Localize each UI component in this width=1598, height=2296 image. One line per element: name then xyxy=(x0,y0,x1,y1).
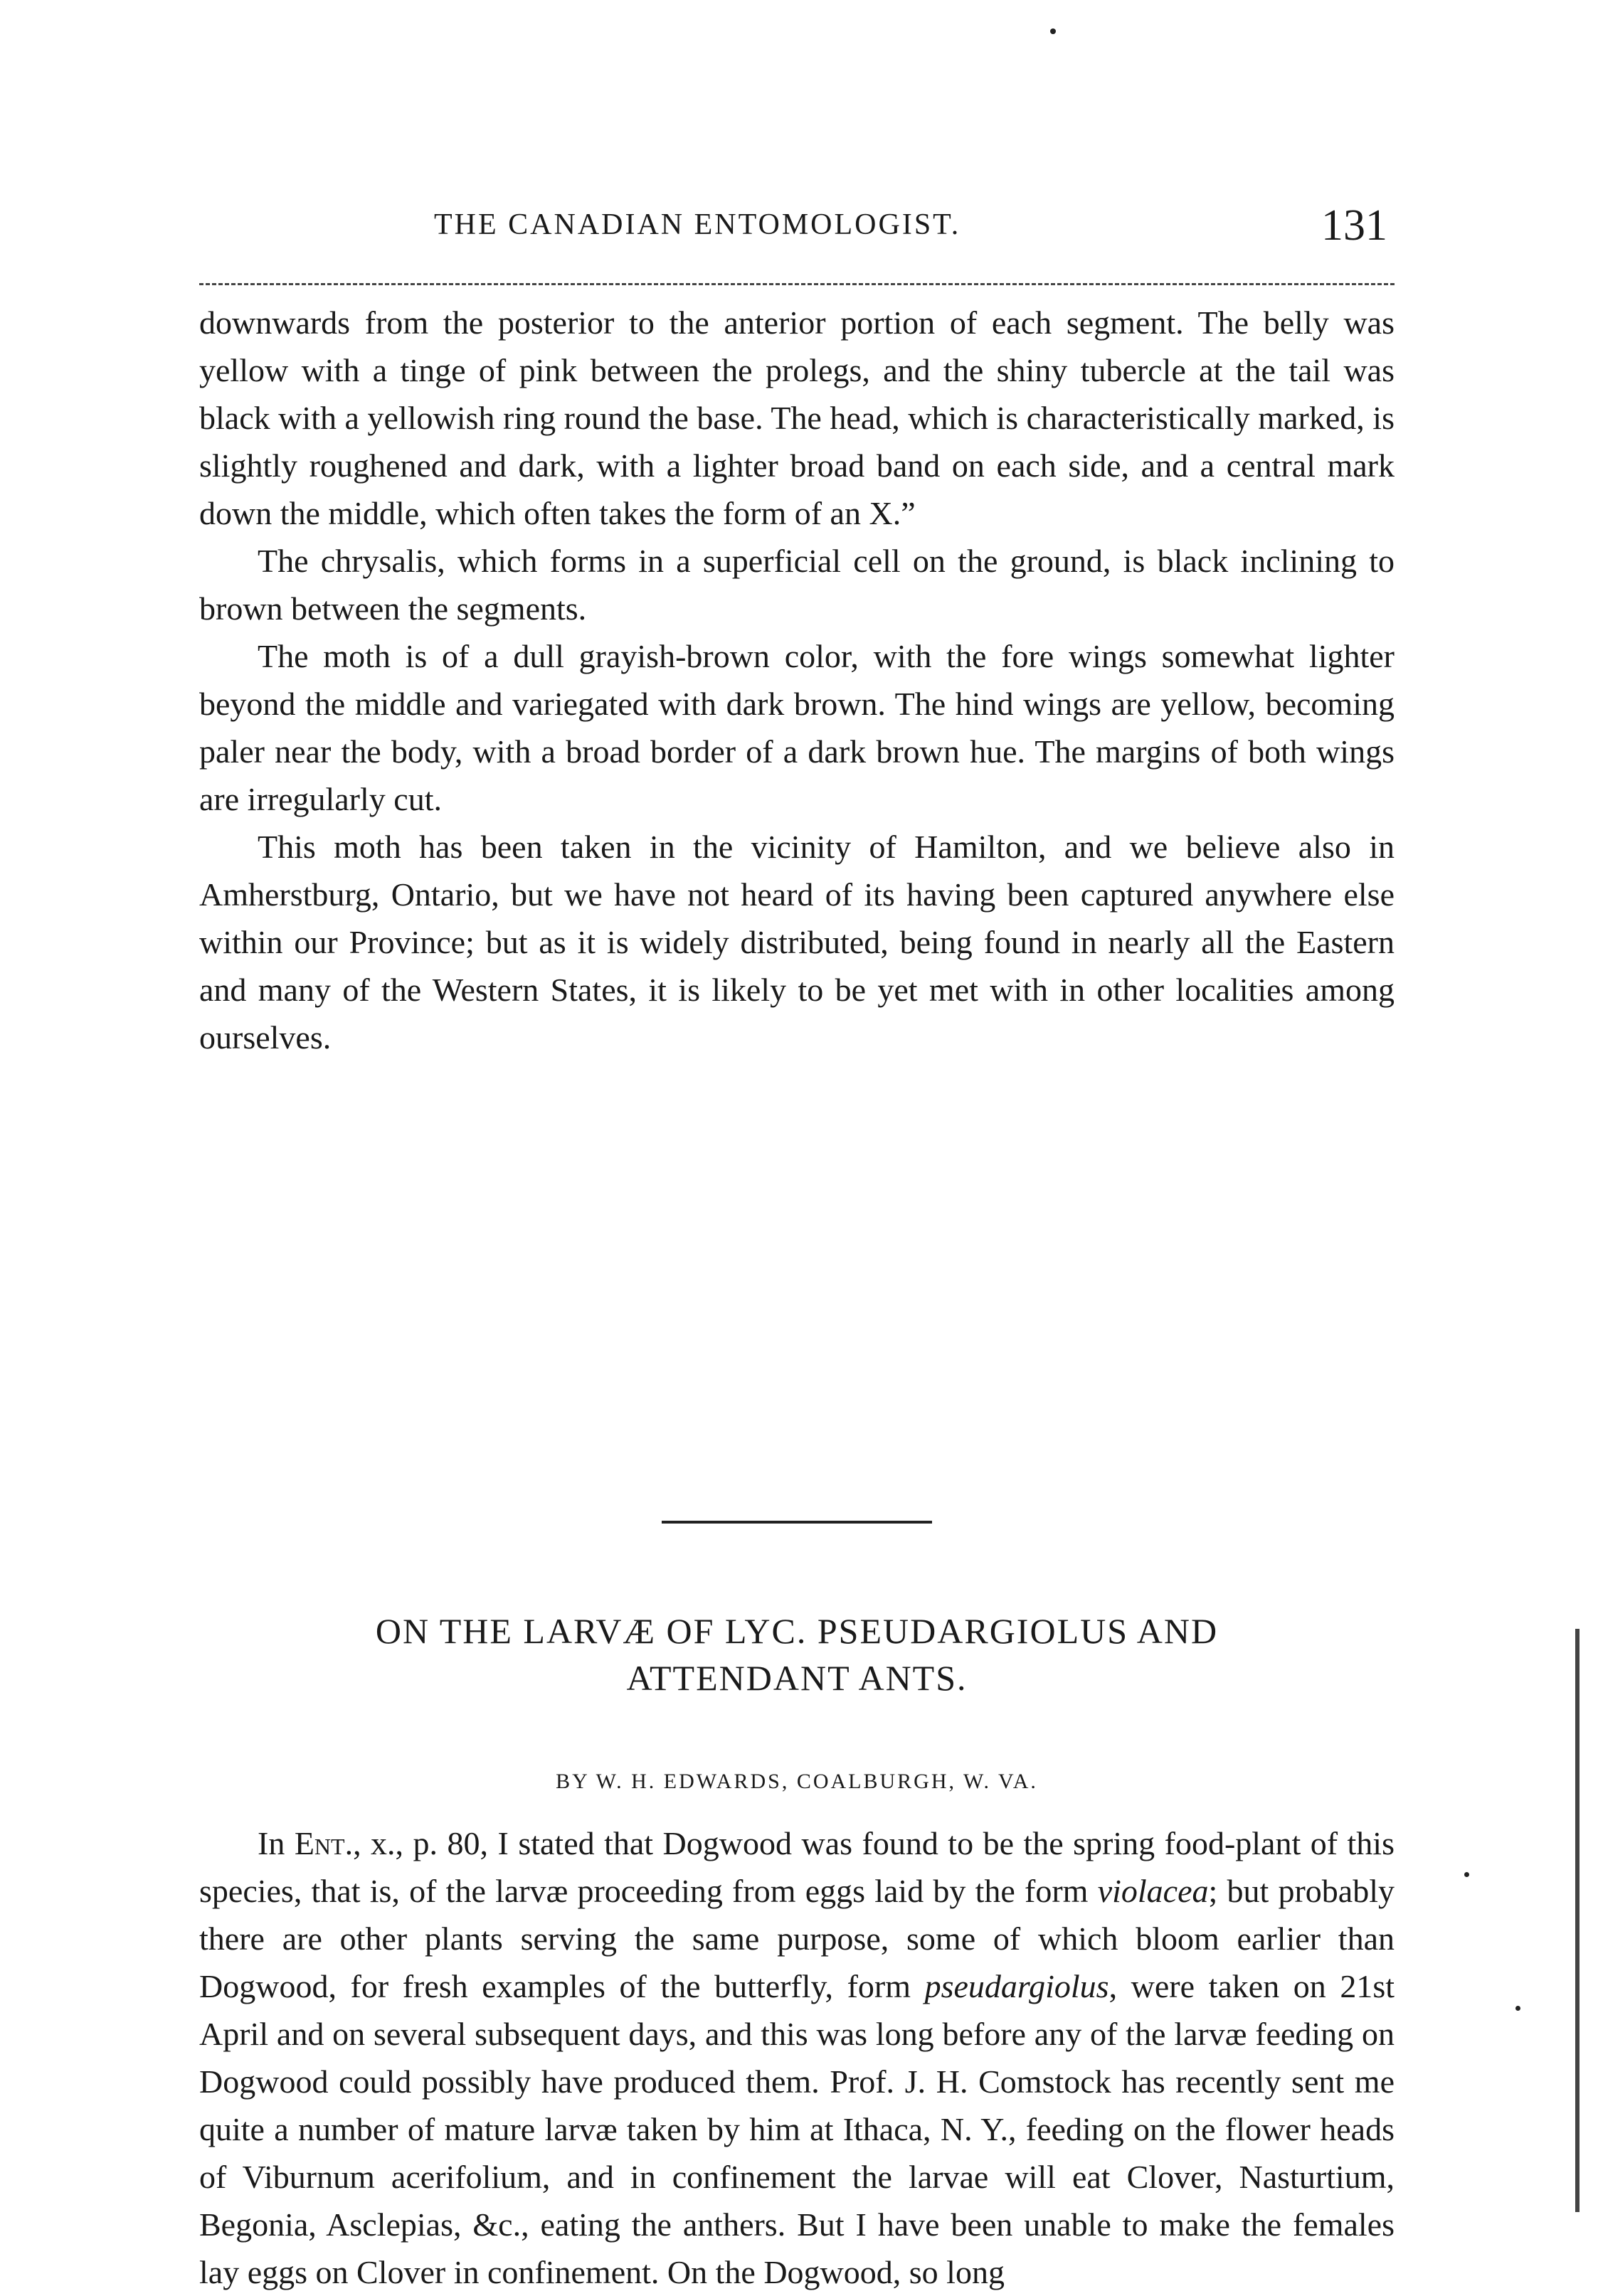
page-header xyxy=(199,201,1395,257)
journal-abbreviation: Ent. xyxy=(294,1825,354,1861)
paragraph-chrysalis: The chrysalis, which forms in a superficial cell on the ground, is black inclining to brown between the segments. xyxy=(199,543,1395,627)
text-run: , were taken on 21st April and on several subsequent days, and this was long before any of the larvæ feeding on Dogwood could possibly have produced them. Prof. J. H. Comstock has recently sent me quite a number of mature larvæ taken by him at Ithaca, N. Y., feeding on the flower heads of Viburnum acerifolium, and in confinement the larvae will eat Clover, Nasturtium, Begonia, Asclepias, &c., eating the anthers. But I have been unable to make the females lay eggs on Clover in confinement. On the Dogwood, so long xyxy=(199,1968,1395,2290)
article-title xyxy=(199,1607,1395,1701)
article-title-line-2: ATTENDANT ANTS. xyxy=(626,1658,968,1698)
scan-edge-mark xyxy=(1575,1629,1580,2212)
species-form-violacea: violacea xyxy=(1097,1873,1209,1909)
paragraph-continued: downwards from the posterior to the anterior portion of each segment. The belly was yellow with a tinge of pink between the prolegs, and the shiny tubercle at the tail was black with a yellowish ring round the base. The head, which is characteristically marked, is slightly roughened and dark, with a lighter broad band on each side, and a central mark down the middle, which often takes the form of an X.” xyxy=(199,304,1395,531)
paragraph-moth: The moth is of a dull grayish-brown color, with the fore wings somewhat lighter beyond the middle and variegated with dark brown. The hind wings are yellow, becoming paler near the body, with a broad border of a dark brown hue. The margins of both wings are irregularly cut. xyxy=(199,638,1395,817)
margin-dot xyxy=(1050,28,1056,34)
running-title: THE CANADIAN ENTOMOLOGIST. xyxy=(434,208,961,241)
paragraph-locality: This moth has been taken in the vicinity of Hamilton, and we believe also in Amherstburg, Ontario, but we have not heard of its having been captured anywhere else within our Province; but as it is widely distributed, being found in nearly all the Eastern and many of the Western States, it is likely to be yet met with in other localities among ourselves. xyxy=(199,829,1395,1056)
article-byline: BY W. H. EDWARDS, COALBURGH, W. VA. xyxy=(556,1770,1038,1793)
section-separator xyxy=(662,1521,932,1524)
continued-text xyxy=(199,299,1395,1061)
text-run: In xyxy=(258,1825,295,1861)
text-run: , x., p. 80, I stated that Dogwood was found to be the spring food-plant of this species, that is, of the larvæ proceeding from eggs laid by the form xyxy=(199,1825,1395,1909)
text-run: ; but probably there are other plants serving the same purpose, some of which bloom earlier than Dogwood, for fresh examples of the butterfly, form xyxy=(199,1873,1395,2004)
article-body xyxy=(199,1819,1395,2296)
header-rule xyxy=(199,283,1395,285)
margin-dot xyxy=(1515,2006,1520,2011)
species-form-pseudargiolus: pseudargiolus xyxy=(924,1968,1109,2004)
page-number: 131 xyxy=(1321,201,1387,250)
article-paragraph xyxy=(199,1819,1395,2296)
margin-dot xyxy=(1464,1872,1469,1877)
article-title-line-1: ON THE LARVÆ OF LYC. PSEUDARGIOLUS AND xyxy=(375,1611,1219,1651)
